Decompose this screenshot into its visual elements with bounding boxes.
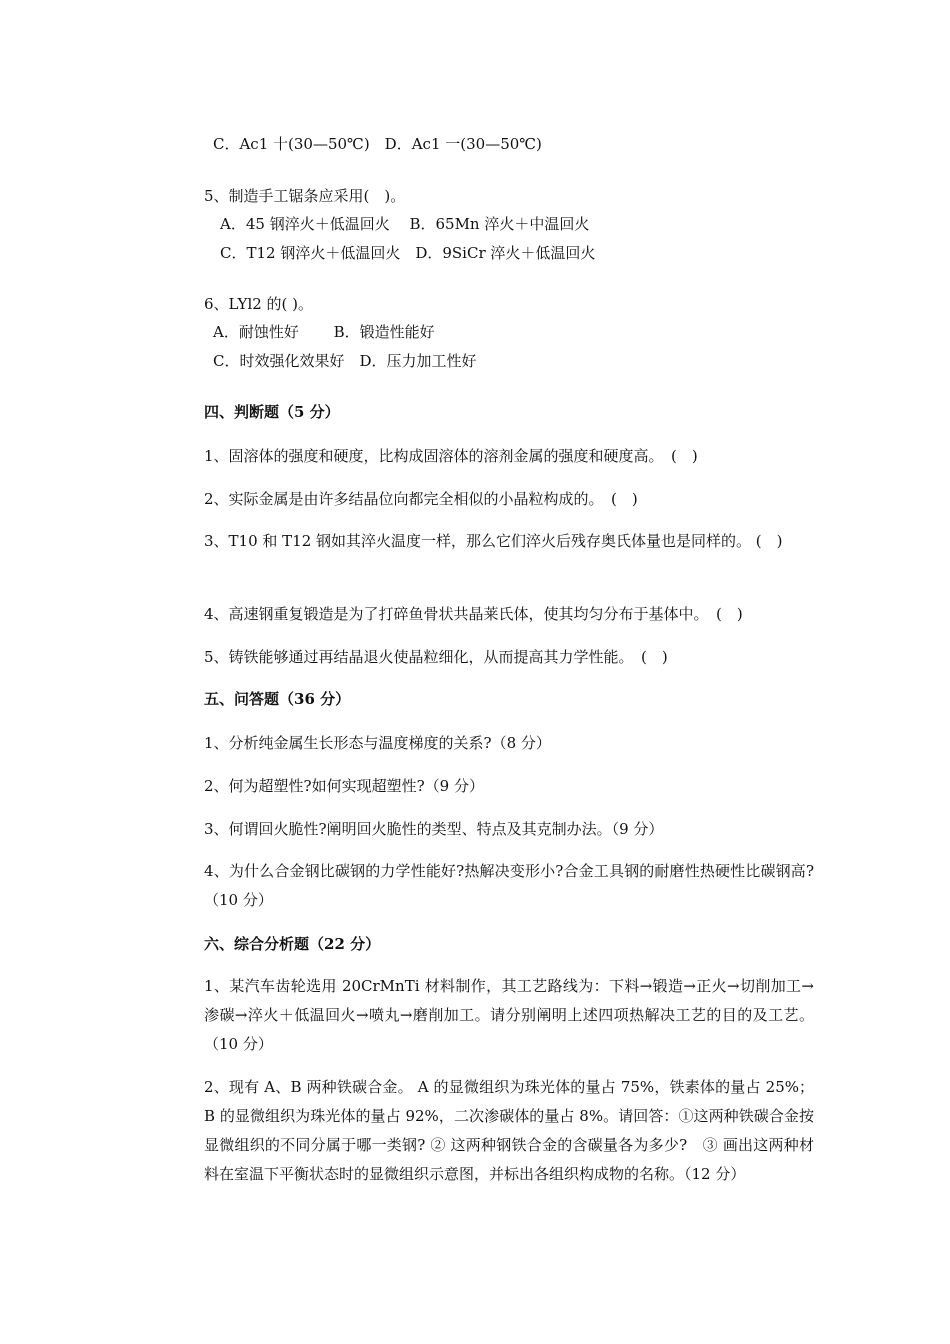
qa-item-1: 1、分析纯金属生长形态与温度梯度的关系?（8 分）: [204, 734, 551, 752]
q4-options-cd: C．Ac1 十(30—50℃) D．Ac1 一(30—50℃): [213, 135, 542, 153]
q5-options-ab: A．45 钢淬火＋低温回火 B．65Mn 淬火＋中温回火: [220, 215, 590, 233]
analysis-item-2: 2、现有 A、B 两种铁碳合金。 A 的显微组织为珠光体的量占 75%，铁素体的量占 25%；B 的显微组织为珠光体的量占 92%，二次渗碳体的量占 8%。请回答：①这两种铁碳合金按显微组织的不同分属于哪一类钢? ② 这两种钢铁合金的含碳量各为多少? ③ 画出这两种材料在室温下平衡状态时的显微组织示意图，并标出各组织构成物的名称。（12 分）: [204, 1078, 814, 1183]
tf-item-3: 3、T10 和 T12 钢如其淬火温度一样，那么它们淬火后残存奥氏体量也是同样的。 ( ): [204, 532, 783, 550]
qa-item-2: 2、何为超塑性?如何实现超塑性?（9 分）: [204, 777, 484, 795]
qa-item-4: 4、为什么合金钢比碳钢的力学性能好?热解决变形小?合金工具钢的耐磨性热硬性比碳钢高?（10 分）: [204, 862, 814, 909]
section-heading-comprehensive: 六、综合分析题（22 分）: [204, 935, 381, 953]
q6-question: 6、LYl2 的( )。: [204, 295, 314, 313]
tf-item-4: 4、高速钢重复锻造是为了打碎鱼骨状共晶莱氏体，使其均匀分布于基体中。 ( ): [204, 605, 743, 623]
q5-options-cd: C．T12 钢淬火＋低温回火 D．9SiCr 淬火＋低温回火: [220, 244, 596, 262]
analysis-item-1: 1、某汽车齿轮选用 20CrMnTi 材料制作，其工艺路线为：下料→锻造→正火→切削加工→渗碳→淬火＋低温回火→喷丸→磨削加工。请分别阐明上述四项热解决工艺的目的及工艺。（10 分）: [204, 977, 814, 1053]
qa-item-3: 3、何谓回火脆性?阐明回火脆性的类型、特点及其克制办法。（9 分）: [204, 820, 664, 838]
section-heading-true-false: 四、判断题（5 分）: [204, 403, 340, 421]
tf-item-5: 5、铸铁能够通过再结晶退火使晶粒细化，从而提高其力学性能。 ( ): [204, 648, 668, 666]
q6-options-cd: C．时效强化效果好 D．压力加工性好: [213, 352, 477, 370]
section-heading-short-answer: 五、问答题（36 分）: [204, 690, 351, 708]
q5-question: 5、制造手工锯条应采用( )。: [204, 187, 406, 205]
q6-options-ab: A．耐蚀性好 B．锻造性能好: [213, 323, 435, 341]
tf-item-1: 1、固溶体的强度和硬度，比构成固溶体的溶剂金属的强度和硬度高。 ( ): [204, 447, 698, 465]
tf-item-2: 2、实际金属是由许多结晶位向都完全相似的小晶粒构成的。 ( ): [204, 490, 638, 508]
